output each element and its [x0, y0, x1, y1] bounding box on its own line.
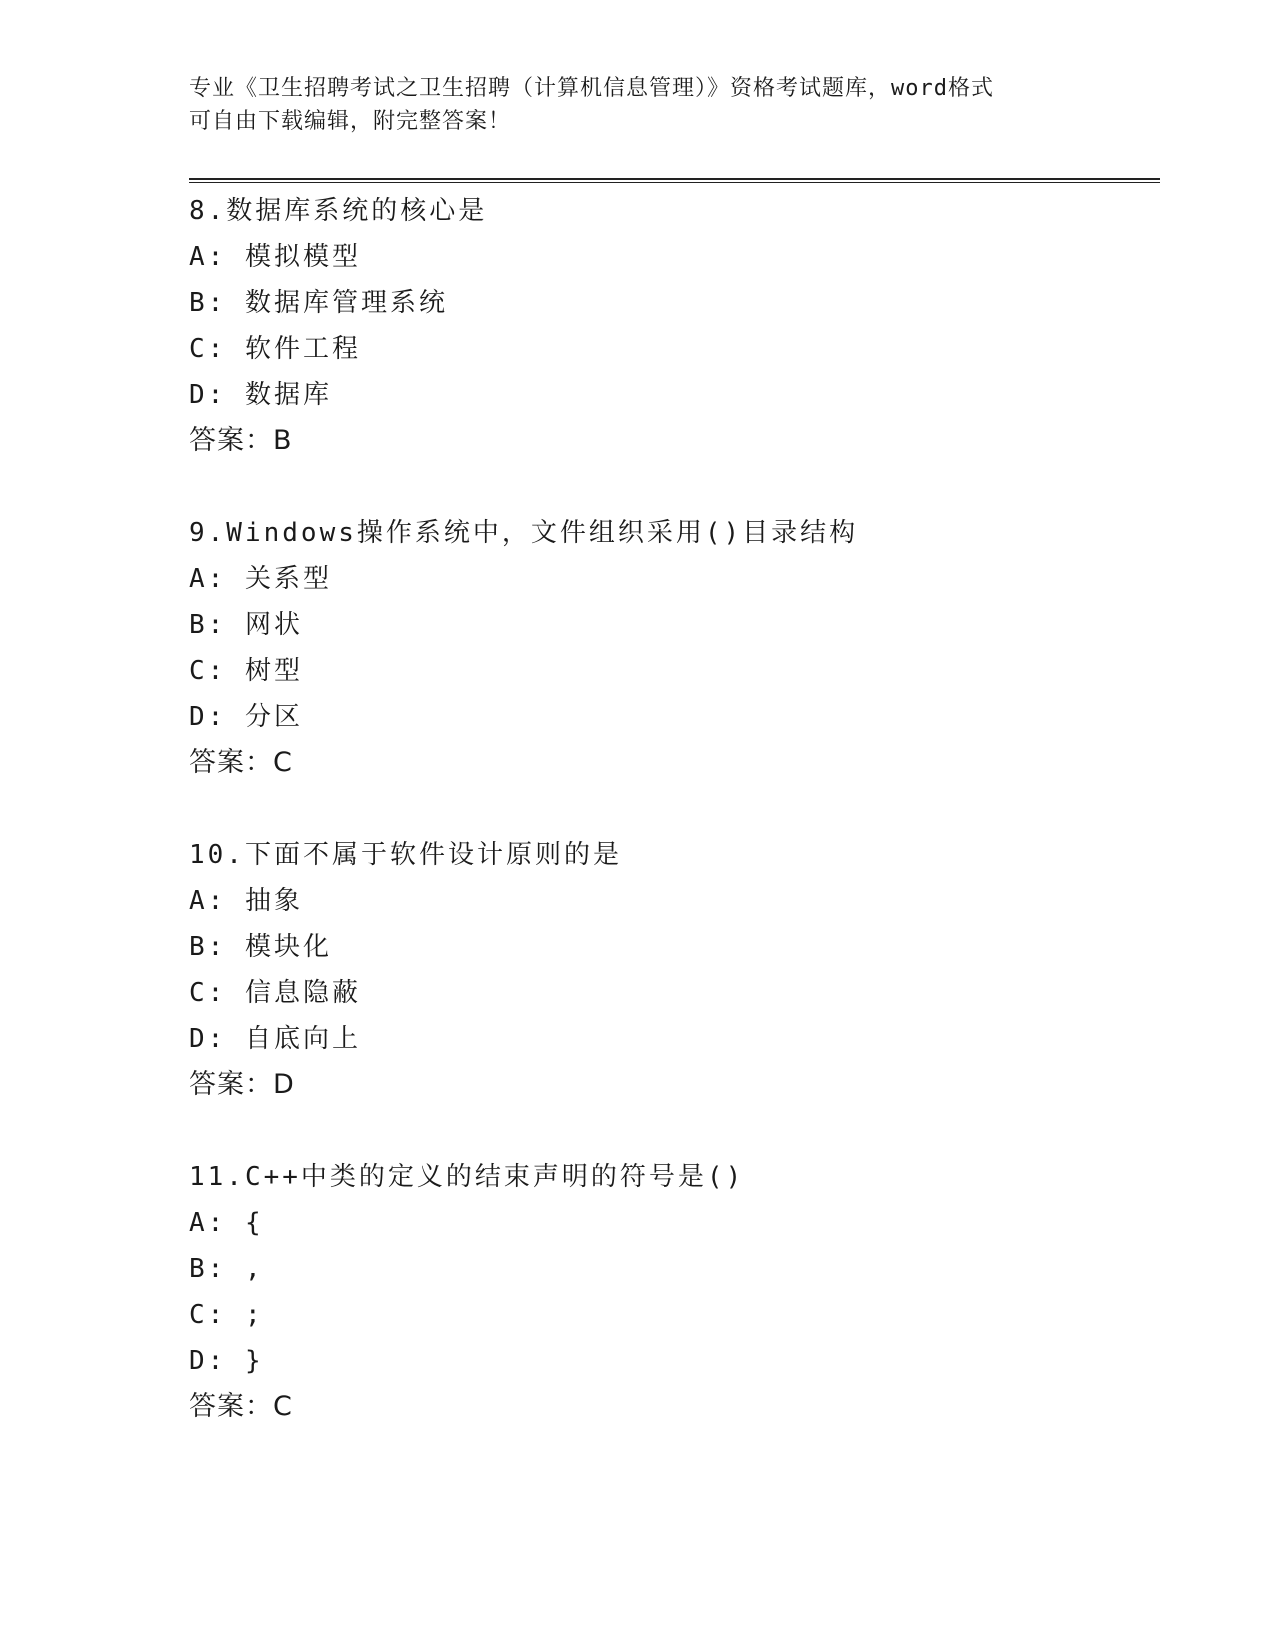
option-a: A: 模拟模型: [189, 242, 361, 272]
document-header: [189, 72, 1089, 138]
header-divider-thick: [189, 178, 1160, 180]
question-stem: 11.C++中类的定义的结束声明的符号是(): [189, 1162, 745, 1192]
header-line-2: 可自由下载编辑，附完整答案！: [189, 109, 512, 134]
answer-line: 答案：B: [189, 425, 293, 456]
question-10: [189, 832, 1149, 1108]
option-c: C: ;: [189, 1300, 264, 1330]
option-a: A: 抽象: [189, 886, 303, 916]
option-b: B: ,: [189, 1254, 264, 1284]
question-list: [189, 188, 1149, 1476]
question-stem: 8.数据库系统的核心是: [189, 196, 488, 226]
question-11: [189, 1154, 1149, 1430]
header-line-1: 专业《卫生招聘考试之卫生招聘（计算机信息管理）》资格考试题库，word格式: [189, 76, 994, 101]
option-b: B: 模块化: [189, 932, 332, 962]
option-b: B: 数据库管理系统: [189, 288, 448, 318]
question-stem: 10.下面不属于软件设计原则的是: [189, 840, 622, 870]
option-d: D: 分区: [189, 702, 303, 732]
answer-line: 答案：D: [189, 1069, 295, 1100]
option-d: D: 数据库: [189, 380, 332, 410]
option-b: B: 网状: [189, 610, 303, 640]
question-9: [189, 510, 1149, 786]
option-a: A: {: [189, 1208, 264, 1238]
header-divider-thin: [189, 182, 1160, 183]
answer-line: 答案：C: [189, 1391, 293, 1422]
option-c: C: 软件工程: [189, 334, 361, 364]
option-a: A: 关系型: [189, 564, 332, 594]
option-c: C: 信息隐蔽: [189, 978, 361, 1008]
question-stem: 9.Windows操作系统中，文件组织采用()目录结构: [189, 518, 859, 548]
question-8: [189, 188, 1149, 464]
answer-line: 答案：C: [189, 747, 293, 778]
option-c: C: 树型: [189, 656, 303, 686]
option-d: D: 自底向上: [189, 1024, 361, 1054]
option-d: D: }: [189, 1346, 264, 1376]
